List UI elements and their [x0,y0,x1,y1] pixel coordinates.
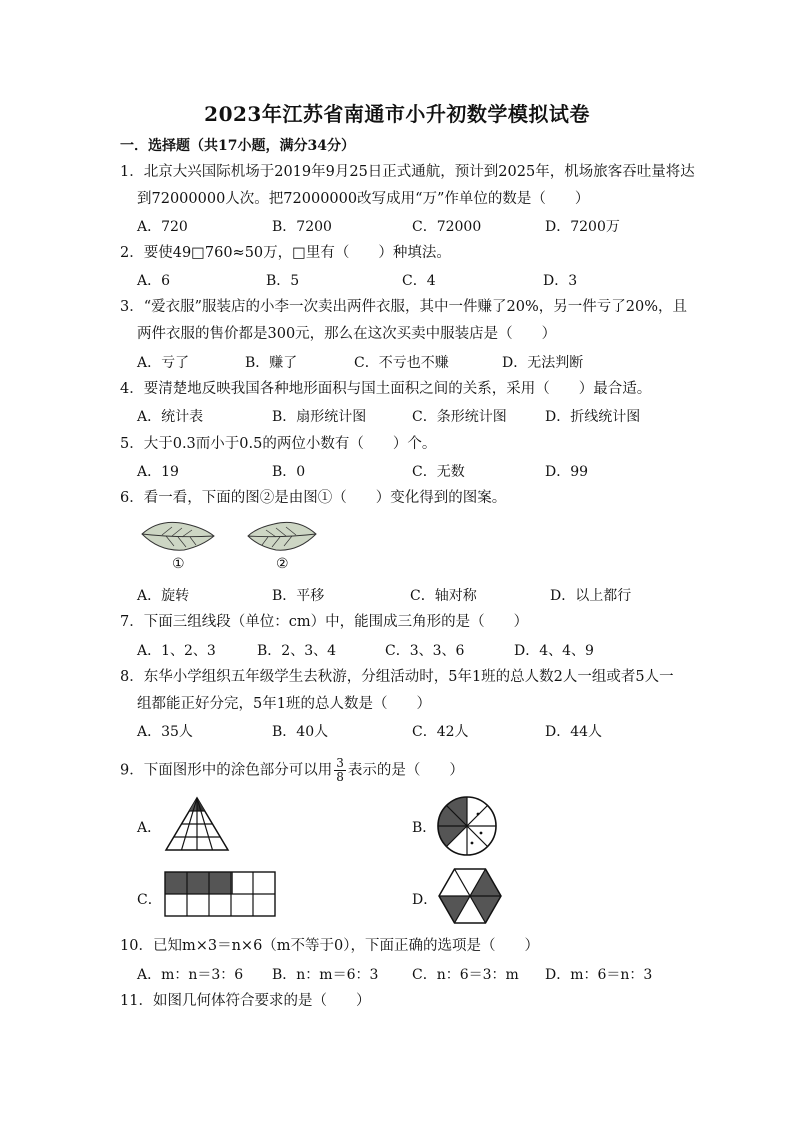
q7-option-b: B．2、3、4 [257,643,337,659]
q2-option-a: A．6 [137,273,171,289]
q8-option-d: D．44人 [545,724,603,740]
q10-option-c: C．n：6＝3：m [412,967,519,983]
q1-option-c: C．72000 [412,219,482,235]
q9-option-c: C． [137,892,162,908]
q4-option-a: A．统计表 [137,409,204,425]
q9-option-b: B． [412,820,437,836]
q10-option-a: A．m：n＝3：6 [137,967,244,983]
q5-option-b: B．0 [272,464,306,480]
q9-option-d: D． [412,892,438,908]
q3-option-a: A．亏了 [137,355,190,371]
q8-option-a: A．35人 [137,724,193,740]
q10-option-d: D．m：6＝n：3 [545,967,653,983]
grid-figure [164,871,276,919]
q3-option-b: B．赚了 [245,355,298,371]
q9-option-a: A． [137,820,162,836]
q4-option-b: B．扇形统计图 [272,409,367,425]
circle-figure [436,795,498,857]
q6-option-d: D．以上都行 [550,588,632,604]
q7-option-c: C．3、3、6 [385,643,465,659]
question-3-line-2: 两件衣服的售价都是300元，那么在这次买卖中服装店是（ ） [137,326,557,342]
q1-option-d: D．7200万 [545,219,620,235]
q4-option-c: C．条形统计图 [412,409,507,425]
q5-option-c: C．无数 [412,464,465,480]
fig-label-1: ① [172,556,185,572]
fraction-numerator: 3 [336,756,344,770]
question-1-line-2: 到72000000人次。把72000000改写成用“万”作单位的数是（ ） [137,191,590,207]
q8-option-b: B．40人 [272,724,329,740]
q7-option-a: A．1、2、3 [137,643,216,659]
q5-option-d: D．99 [545,464,589,480]
q7-option-d: D．4、4、9 [514,643,594,659]
q3-option-d: D．无法判断 [502,355,584,371]
page-title: 2023年江苏省南通市小升初数学模拟试卷 [204,102,590,126]
q6-option-c: C．轴对称 [410,588,477,604]
q1-option-b: B．7200 [272,219,332,235]
question-6: 6．看一看，下面的图②是由图①（ ）变化得到的图案。 [120,490,507,506]
leaf-figure-2 [246,520,318,556]
q6-option-b: B．平移 [272,588,325,604]
question-8-line-1: 8．东华小学组织五年级学生去秋游，分组活动时，5年1班的总人数2人一组或者5人一 [120,669,674,685]
question-1-line-1: 1．北京大兴国际机场于2019年9月25日正式通航，预计到2025年，机场旅客吞吐量将达 [120,164,695,180]
hexagon-figure [437,866,503,926]
question-10: 10．已知m×3＝n×6（m不等于0），下面正确的选项是（ ） [120,938,540,954]
q4-option-d: D．折线统计图 [545,409,641,425]
question-4: 4．要清楚地反映我国各种地形面积与国土面积之间的关系，采用（ ）最合适。 [120,381,652,397]
leaf-figure-1 [140,520,218,556]
question-9 [120,757,464,784]
q8-option-c: C．42人 [412,724,469,740]
q2-option-b: B．5 [266,273,300,289]
fraction-three-eighths [334,757,346,784]
question-9-text-pre: 9．下面图形中的涂色部分可以用 [120,762,333,779]
fraction-denominator: 8 [336,770,344,784]
question-5: 5．大于0.3而小于0.5的两位小数有（ ）个。 [120,436,437,452]
q2-option-d: D．3 [543,273,578,289]
section-heading: 一．选择题（共17小题，满分34分） [120,138,355,154]
q6-option-a: A．旋转 [137,588,190,604]
triangle-figure [164,796,230,852]
question-9-text-post: 表示的是（ ） [347,762,464,779]
question-3-line-1: 3．“爱衣服”服装店的小李一次卖出两件衣服，其中一件赚了20%，另一件亏了20%，且 [120,299,688,315]
q5-option-a: A．19 [137,464,179,480]
q3-option-c: C．不亏也不赚 [354,355,449,371]
question-11: 11．如图几何体符合要求的是（ ） [120,993,371,1009]
question-8-line-2: 组都能正好分完，5年1班的总人数是（ ） [137,696,431,712]
q10-option-b: B．n：m＝6：3 [272,967,379,983]
question-7: 7．下面三组线段（单位：cm）中，能围成三角形的是（ ） [120,614,529,630]
question-2: 2．要使49□760≈50万，□里有（ ）种填法。 [120,245,451,261]
fig-label-2: ② [276,556,289,572]
q1-option-a: A．720 [137,219,188,235]
q2-option-c: C．4 [402,273,436,289]
